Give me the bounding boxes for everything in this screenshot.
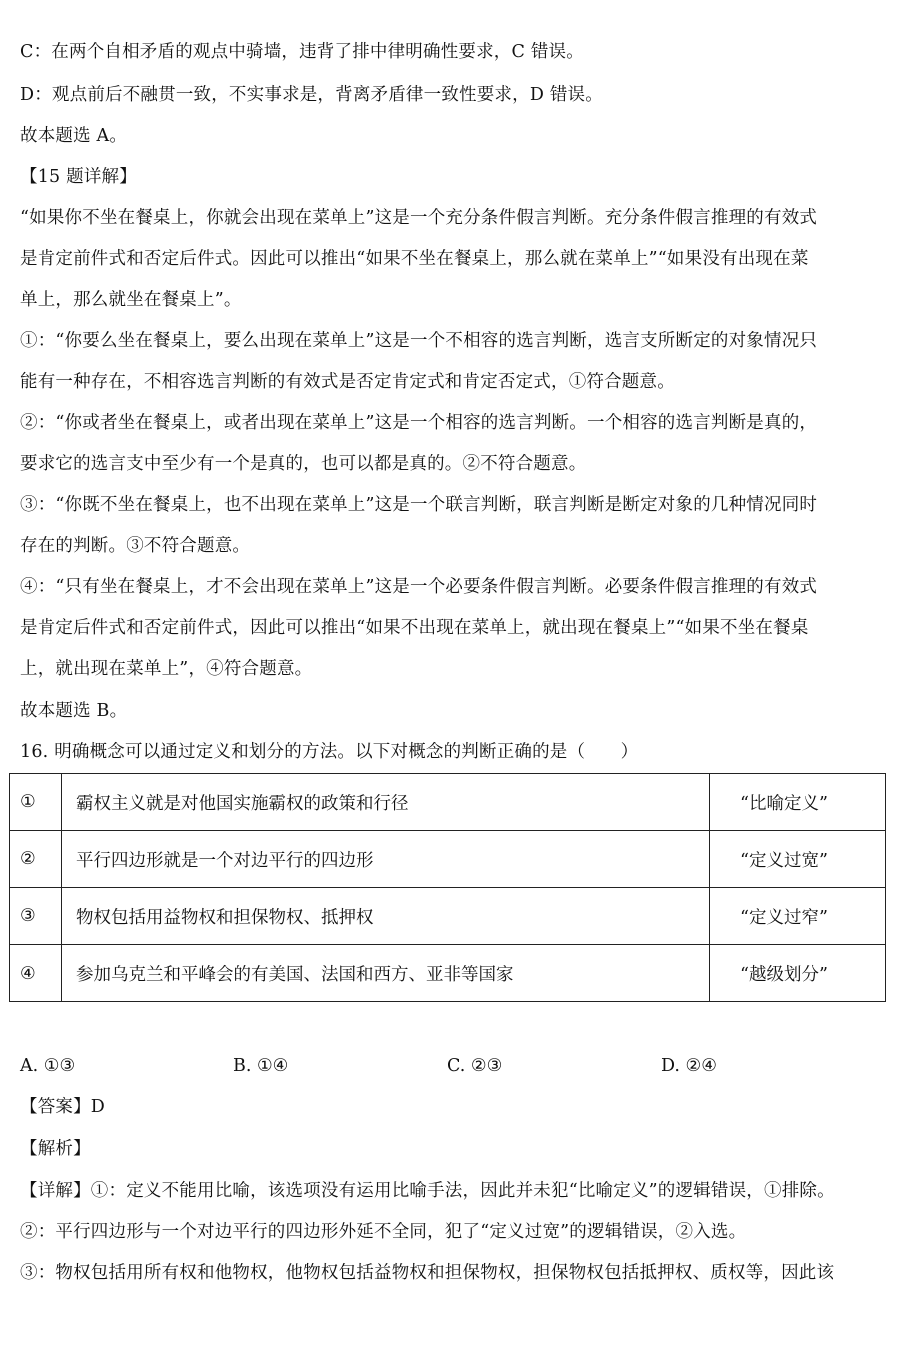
row-judgment: “比喻定义” (740, 793, 828, 814)
text-line: ②：平行四边形与一个对边平行的四边形外延不全同，犯了“定义过宽”的逻辑错误，②入选。 (20, 1222, 747, 1242)
text-line: C：在两个自相矛盾的观点中骑墙，违背了排中律明确性要求，C 错误。 (20, 42, 584, 62)
text-line: ①：“你要么坐在餐桌上，要么出现在菜单上”这是一个不相容的选言判断，选言支所断定的对象情况只 (20, 331, 818, 351)
table-row (10, 774, 885, 831)
table-row (10, 945, 885, 1002)
concept-table (9, 773, 886, 1002)
row-judgment: “定义过宽” (740, 850, 828, 871)
question-stem: 16. 明确概念可以通过定义和划分的方法。以下对概念的判断正确的是（ ） (20, 742, 639, 762)
text-line: ④：“只有坐在餐桌上，才不会出现在菜单上”这是一个必要条件假言判断。必要条件假言推理的有效式 (20, 577, 818, 597)
text-line: D：观点前后不融贯一致，不实事求是，背离矛盾律一致性要求，D 错误。 (20, 85, 603, 105)
row-statement: 霸权主义就是对他国实施霸权的政策和行径 (62, 774, 710, 830)
option-c: C. ②③ (447, 1056, 503, 1076)
text-line: 故本题选 A。 (20, 126, 128, 146)
option-d: D. ②④ (661, 1056, 717, 1076)
text-line: ③：物权包括用所有权和他物权，他物权包括益物权和担保物权，担保物权包括抵押权、质权等，因此该 (20, 1263, 835, 1283)
row-number: ② (10, 831, 62, 887)
row-number: ① (10, 774, 62, 830)
text-line: 是肯定前件式和否定后件式。因此可以推出“如果不坐在餐桌上，那么就在菜单上”“如果没有出现在菜 (20, 249, 809, 269)
row-judgment: “越级划分” (740, 965, 828, 985)
text-line: ②：“你或者坐在餐桌上，或者出现在菜单上”这是一个相容的选言判断。一个相容的选言判断是真的， (20, 413, 818, 433)
row-statement: 参加乌克兰和平峰会的有美国、法国和西方、亚非等国家 (62, 945, 710, 1002)
option-a: A. ①③ (20, 1056, 76, 1076)
row-statement: 平行四边形就是一个对边平行的四边形 (62, 831, 710, 887)
text-line: 上，就出现在菜单上”，④符合题意。 (20, 659, 313, 679)
analysis-heading: 【解析】 (20, 1139, 91, 1159)
table-row (10, 831, 885, 888)
text-line: 【详解】①：定义不能用比喻，该选项没有运用比喻手法，因此并未犯“比喻定义”的逻辑错误，①排除。 (20, 1181, 835, 1201)
text-line: 要求它的选言支中至少有一个是真的，也可以都是真的。②不符合题意。 (20, 454, 587, 474)
text-line: 是肯定后件式和否定前件式，因此可以推出“如果不出现在菜单上，就出现在餐桌上”“如果不坐在餐桌 (20, 618, 809, 638)
text-line: ③：“你既不坐在餐桌上，也不出现在菜单上”这是一个联言判断，联言判断是断定对象的几种情况同时 (20, 495, 818, 515)
row-judgment: “定义过窄” (740, 907, 828, 928)
row-statement: 物权包括用益物权和担保物权、抵押权 (62, 888, 710, 944)
table-row (10, 888, 885, 945)
answer-line: 【答案】D (20, 1097, 106, 1117)
text-line: 单上，那么就坐在餐桌上”。 (20, 290, 242, 310)
option-b: B. ①④ (233, 1056, 289, 1076)
row-number: ③ (10, 888, 62, 944)
text-line: “如果你不坐在餐桌上，你就会出现在菜单上”这是一个充分条件假言判断。充分条件假言推理的有效式 (20, 208, 818, 228)
text-line: 能有一种存在，不相容选言判断的有效式是否定肯定式和肯定否定式，①符合题意。 (20, 372, 675, 392)
row-number: ④ (10, 945, 62, 1002)
section-heading: 【15 题详解】 (20, 167, 137, 187)
text-line: 存在的判断。③不符合题意。 (20, 536, 251, 556)
text-line: 故本题选 B。 (20, 701, 128, 721)
